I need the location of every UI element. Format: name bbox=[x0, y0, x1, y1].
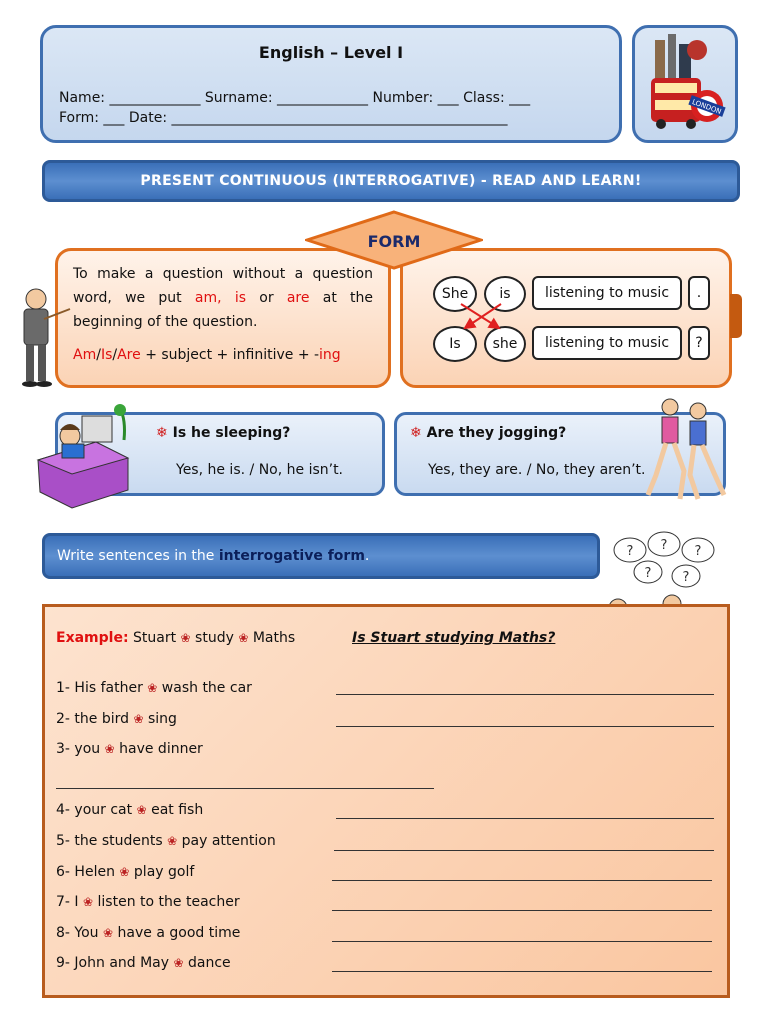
formula-ing: ing bbox=[319, 347, 341, 363]
formula-am: Am bbox=[73, 347, 97, 363]
svg-text:?: ? bbox=[682, 570, 690, 585]
diagram-she-oval-2: she bbox=[484, 326, 526, 362]
worksheet-title: English – Level I bbox=[258, 43, 404, 62]
formula-rest: + subject + infinitive + - bbox=[145, 347, 320, 363]
answer-line-4[interactable] bbox=[336, 818, 714, 819]
arrow-icon: ❀ bbox=[104, 742, 115, 756]
diagram-she-oval: She bbox=[433, 276, 477, 312]
student-info-line-2: Form: ___ Date: ________________________________________________ bbox=[59, 110, 508, 126]
formula-slash: / bbox=[96, 347, 101, 363]
svg-text:?: ? bbox=[644, 566, 652, 581]
example-line bbox=[56, 630, 295, 646]
london-picture-box bbox=[632, 25, 738, 143]
exercise-item-5: 5- the students ❀ pay attention bbox=[56, 833, 276, 849]
answer-line-7[interactable] bbox=[332, 910, 712, 911]
word-am: am, bbox=[194, 290, 222, 306]
diagram-period-box: . bbox=[688, 276, 710, 310]
form-explanation bbox=[73, 262, 373, 334]
answer-line-1[interactable] bbox=[336, 694, 714, 695]
explain-text-1: To make a question without a question word, we put bbox=[73, 266, 373, 306]
exercise-item-7: 7- I ❀ listen to the teacher bbox=[56, 894, 240, 910]
teacher-illustration bbox=[8, 285, 72, 389]
example-question-2: ❄ Are they jogging? bbox=[410, 425, 567, 441]
arrow-icon: ❀ bbox=[119, 865, 130, 879]
exercise-item-8: 8- You ❀ have a good time bbox=[56, 925, 241, 941]
swap-arrows-icon bbox=[455, 300, 515, 336]
word-or: or bbox=[259, 290, 274, 306]
london-bus-illustration bbox=[635, 28, 735, 140]
svg-text:?: ? bbox=[694, 544, 702, 559]
answer-line-8[interactable] bbox=[332, 941, 712, 942]
arrow-icon: ❀ bbox=[173, 956, 184, 970]
answer-line-9[interactable] bbox=[332, 971, 712, 972]
diagram-question-box: ? bbox=[688, 326, 710, 360]
joggers-illustration bbox=[640, 395, 730, 507]
form-label: FORM bbox=[367, 232, 421, 251]
diagram-is-oval-2: Is bbox=[433, 326, 477, 362]
instruction-text-1: Write sentences in the bbox=[57, 548, 219, 564]
arrow-icon: ❀ bbox=[83, 895, 94, 909]
student-info-line-1: Name: _____________ Surname: _____________ Number: ___ Class: ___ bbox=[59, 90, 531, 106]
answer-line-5[interactable] bbox=[334, 850, 714, 851]
svg-text:?: ? bbox=[626, 544, 634, 559]
section-banner: PRESENT CONTINUOUS (INTERROGATIVE) - READ AND LEARN! bbox=[42, 160, 740, 202]
arrow-icon: ❀ bbox=[133, 712, 144, 726]
instruction-text-2: . bbox=[364, 548, 370, 564]
arrow-icon: ❀ bbox=[180, 631, 191, 645]
diagram-verb-box-2: listening to music bbox=[532, 326, 682, 360]
arrow-icon: ❀ bbox=[103, 926, 114, 940]
example-answer-1: Yes, he is. / No, he isn’t. bbox=[176, 462, 344, 478]
formula-are: Are bbox=[117, 347, 141, 363]
instruction-highlight: interrogative form bbox=[218, 548, 365, 564]
formula-is: Is bbox=[100, 347, 113, 363]
answer-line-3[interactable] bbox=[56, 788, 434, 789]
word-are: are bbox=[286, 290, 310, 306]
word-is: is bbox=[234, 290, 247, 306]
header-box bbox=[40, 25, 622, 143]
example-object: Maths bbox=[252, 630, 296, 646]
arrow-icon: ❀ bbox=[167, 834, 178, 848]
arrow-icon: ❀ bbox=[238, 631, 249, 645]
answer-line-6[interactable] bbox=[332, 880, 712, 881]
instruction-banner bbox=[42, 533, 600, 579]
exercise-item-9: 9- John and May ❀ dance bbox=[56, 955, 231, 971]
example-subject: Stuart bbox=[133, 630, 177, 646]
explain-text-2: at the beginning of the question. bbox=[73, 290, 374, 330]
exercise-item-6: 6- Helen ❀ play golf bbox=[56, 864, 195, 880]
example-verb: study bbox=[195, 630, 234, 646]
exercise-item-3: 3- you ❀ have dinner bbox=[56, 741, 203, 757]
example-label: Example: bbox=[56, 630, 129, 646]
exercise-item-2: 2- the bird ❀ sing bbox=[56, 711, 177, 727]
svg-text:?: ? bbox=[660, 538, 668, 553]
formula-slash: / bbox=[112, 347, 118, 363]
example-answer: Is Stuart studying Maths? bbox=[352, 630, 556, 646]
form-formula bbox=[73, 347, 341, 363]
example-answer-2: Yes, they are. / No, they aren’t. bbox=[428, 462, 646, 478]
svg-text:LONDON: LONDON bbox=[690, 97, 723, 116]
answer-line-2[interactable] bbox=[336, 726, 714, 727]
form-box-tab bbox=[730, 294, 742, 338]
diagram-is-oval: is bbox=[484, 276, 526, 312]
sleeping-boy-illustration bbox=[36, 400, 136, 510]
diagram-verb-box: listening to music bbox=[532, 276, 682, 310]
exercise-item-1: 1- His father ❀ wash the car bbox=[56, 680, 252, 696]
exercise-item-4: 4- your cat ❀ eat fish bbox=[56, 802, 204, 818]
arrow-icon: ❀ bbox=[136, 803, 147, 817]
example-question-1: ❄ Is he sleeping? bbox=[156, 425, 291, 441]
arrow-icon: ❀ bbox=[147, 681, 158, 695]
